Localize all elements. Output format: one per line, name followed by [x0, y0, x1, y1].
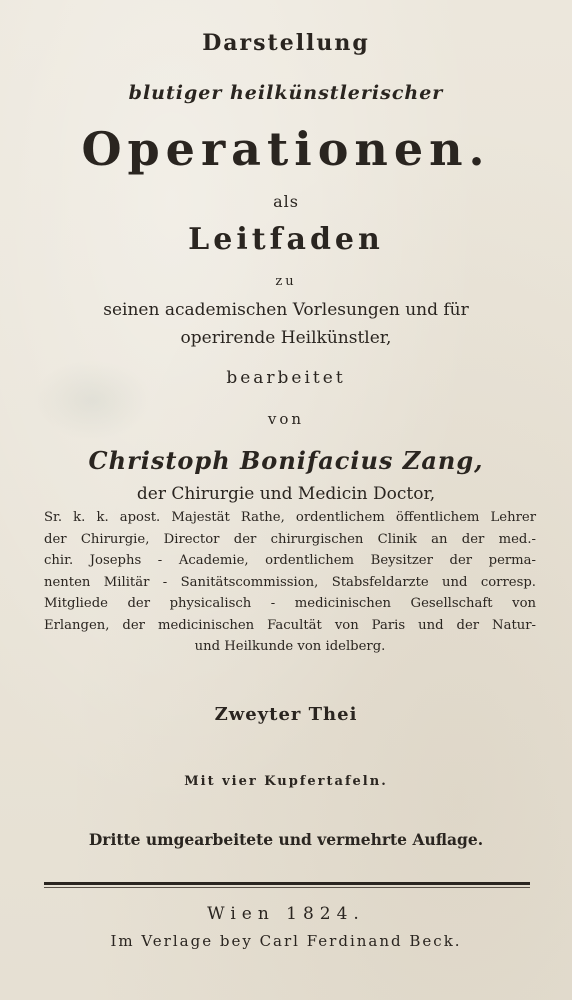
title-line-bearbeitet: bearbeitet: [226, 368, 346, 388]
title-line-darstellung: Darstellung: [202, 30, 370, 56]
credentials-line: der Chirurgie, Director der chirurgischen Clinik an der med.-: [44, 531, 536, 547]
credentials-line: Sr. k. k. apost. Majestät Rathe, ordentlichem öffentlichem Lehrer: [44, 510, 536, 525]
title-line-heilkuenstler: operirende Heilkünstler,: [180, 328, 392, 348]
title-line-leitfaden: Leitfaden: [188, 222, 384, 257]
imprint-publisher: Im Verlage bey Carl Ferdinand Beck.: [110, 932, 462, 950]
divider-thick: [44, 882, 530, 885]
divider-thin: [44, 887, 530, 888]
volume-label: Zweyter Thei: [214, 704, 358, 725]
title-line-von: von: [267, 410, 305, 428]
title-line-als: als: [273, 192, 299, 211]
author-name: Christoph Bonifacius Zang,: [88, 446, 484, 475]
edition-note: Dritte umgearbeitete und vermehrte Auflage.: [88, 830, 484, 849]
credentials-line: chir. Josephs - Academie, ordentlichem Beysitzer der perma-: [44, 553, 536, 568]
author-title: der Chirurgie und Medicin Doctor,: [136, 484, 436, 504]
plates-note: Mit vier Kupfertafeln.: [184, 774, 388, 789]
credentials-line: Mitgliede der physicalisch - medicinischen Gesellschaft von: [44, 596, 536, 611]
title-line-zu: zu: [275, 274, 297, 289]
author-credentials: [44, 507, 536, 658]
title-line-vorlesungen: seinen academischen Vorlesungen und für: [103, 300, 469, 320]
title-line-blutiger: blutiger heilkünstlerischer: [128, 82, 444, 104]
title-line-operationen: Operationen.: [81, 122, 491, 176]
credentials-line: nenten Militär - Sanitätscommission, Stabsfeldarzte und corresp.: [44, 574, 536, 590]
credentials-line: und Heilkunde von idelberg.: [194, 639, 386, 654]
imprint-place-year: Wien 1824.: [207, 904, 365, 924]
credentials-line: Erlangen, der medicinischen Facultät von Paris und der Natur-: [44, 617, 536, 633]
